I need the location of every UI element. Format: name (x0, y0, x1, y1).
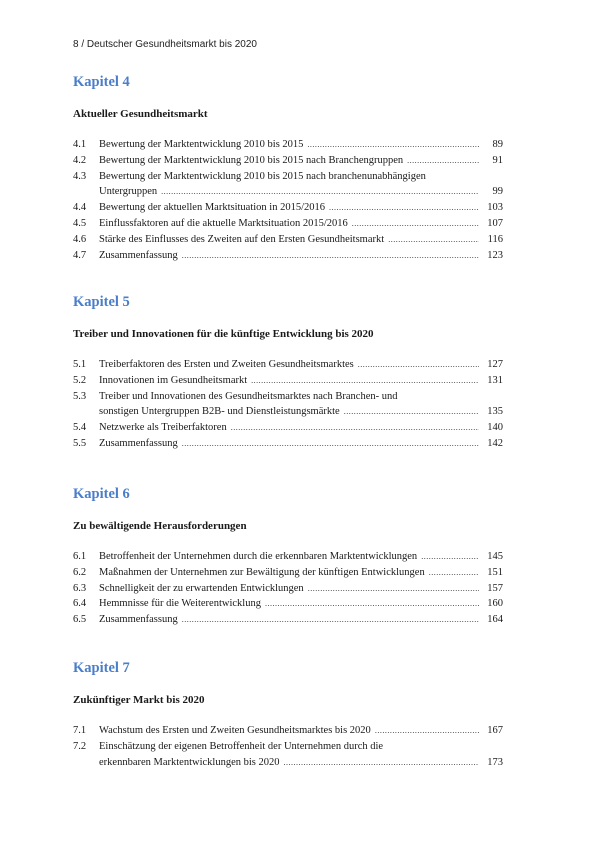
page-number: 123 (487, 249, 503, 261)
section-title-line (99, 389, 503, 405)
section-text (99, 420, 503, 436)
dot-leader (182, 436, 479, 452)
toc-entry[interactable] (73, 216, 503, 232)
toc-entry[interactable] (73, 200, 503, 216)
section-text (99, 565, 503, 581)
section-text (99, 389, 503, 421)
dot-leader (329, 200, 479, 216)
section-number: 6.3 (73, 582, 87, 594)
section-number: 4.7 (73, 249, 87, 261)
section-title: Innovationen im Gesundheitsmarkt (99, 374, 248, 386)
section-title: Zusammenfassung (99, 249, 178, 261)
section-title: Betroffenheit der Unternehmen durch die erkennbaren Marktentwicklungen (99, 551, 418, 562)
toc-entry[interactable] (73, 596, 503, 612)
section-title-line (99, 420, 503, 436)
section-text (99, 137, 503, 153)
section-number: 5.5 (73, 437, 87, 449)
section-title-line (99, 169, 503, 185)
toc-entry[interactable] (73, 357, 503, 373)
section-title: Treiberfaktoren des Ersten und Zweiten Gesundheitsmarktes (99, 359, 354, 370)
toc-entry[interactable] (73, 612, 503, 628)
section-number: 5.2 (73, 374, 87, 386)
chapter-subtitle: Zu bewältigende Herausforderungen (73, 520, 247, 532)
section-title: Bewertung der aktuellen Marktsituation in 2015/2016 (99, 202, 325, 214)
section-number: 6.1 (73, 551, 87, 562)
section-number: 5.1 (73, 359, 87, 370)
chapter-title[interactable]: Kapitel 4 (73, 74, 130, 90)
section-text (99, 232, 503, 248)
page-number: 173 (487, 756, 503, 768)
section-title-line (99, 404, 503, 420)
section-text (99, 596, 503, 612)
toc-entry[interactable] (73, 581, 503, 597)
section-title: Maßnahmen der Unternehmen zur Bewältigung der künftigen Entwicklungen (99, 566, 425, 578)
toc-entries (73, 549, 503, 628)
section-title: Treiber und Innovationen des Gesundheitsmarktes nach Branchen- und (99, 390, 398, 402)
section-title-line (99, 549, 503, 565)
section-title-line (99, 596, 503, 612)
section-title: Netzwerke als Treiberfaktoren (99, 422, 227, 434)
page-number: 103 (487, 202, 503, 214)
toc-entry[interactable] (73, 248, 503, 264)
page-number: 91 (492, 154, 503, 166)
section-title: Wachstum des Ersten und Zweiten Gesundheitsmarktes bis 2020 (99, 725, 371, 736)
section-title: Einschätzung der eigenen Betroffenheit der Unternehmen durch die (99, 740, 384, 752)
page-number: 142 (487, 437, 503, 449)
section-title: Bewertung der Marktentwicklung 2010 bis 2015 (99, 139, 304, 150)
section-title-line (99, 357, 503, 373)
toc-entry[interactable] (73, 373, 503, 389)
section-text (99, 581, 503, 597)
page-number: 145 (487, 551, 503, 562)
section-text (99, 153, 503, 169)
section-number: 6.2 (73, 566, 87, 578)
section-number: 5.4 (73, 422, 87, 434)
chapter-subtitle: Zukünftiger Markt bis 2020 (73, 694, 205, 706)
section-title-line (99, 739, 503, 755)
section-title-line (99, 248, 503, 264)
dot-leader (307, 137, 479, 153)
section-number: 7.2 (73, 740, 87, 752)
section-title-line (99, 216, 503, 232)
toc-entry[interactable] (73, 549, 503, 565)
toc-entries (73, 137, 503, 263)
page-number: 157 (487, 582, 503, 594)
toc-entry[interactable] (73, 137, 503, 153)
chapter-6 (73, 484, 503, 626)
toc-entry[interactable] (73, 153, 503, 169)
section-number: 4.5 (73, 217, 87, 229)
page-number: 160 (487, 598, 503, 610)
section-title-line (99, 200, 503, 216)
section-number: 4.3 (73, 170, 87, 182)
section-title: Zusammenfassung (99, 614, 178, 626)
page-number: 89 (492, 139, 503, 150)
chapter-subtitle: Aktueller Gesundheitsmarkt (73, 108, 208, 120)
section-text (99, 373, 503, 389)
section-title: Hemmnisse für die Weiterentwicklung (99, 598, 261, 610)
section-title-line (99, 153, 503, 169)
page-number: 140 (487, 422, 503, 434)
dot-leader (265, 596, 479, 612)
dot-leader (344, 404, 479, 420)
page-number: 135 (487, 406, 503, 418)
section-title-line (99, 232, 503, 248)
section-title: Untergruppen (99, 186, 158, 198)
section-text (99, 169, 503, 201)
toc-entry[interactable] (73, 436, 503, 452)
dot-leader (284, 755, 480, 771)
section-number: 5.3 (73, 390, 87, 402)
section-title-line (99, 565, 503, 581)
toc-entries (73, 723, 503, 770)
section-title-line (99, 137, 503, 153)
page-number: 116 (487, 233, 503, 245)
dot-leader (231, 420, 479, 436)
page-number: 107 (487, 217, 503, 229)
section-text (99, 436, 503, 452)
section-title-line (99, 612, 503, 628)
toc-entry[interactable] (73, 739, 503, 771)
dot-leader (308, 581, 479, 597)
section-text (99, 612, 503, 628)
section-number: 4.1 (73, 139, 87, 150)
section-text (99, 739, 503, 771)
dot-leader (182, 248, 479, 264)
section-title-line (99, 581, 503, 597)
dot-leader (429, 565, 479, 581)
chapter-title[interactable]: Kapitel 6 (73, 486, 130, 502)
section-number: 4.6 (73, 233, 87, 245)
section-title: Schnelligkeit der zu erwartenden Entwicklungen (99, 582, 304, 594)
section-title-line (99, 436, 503, 452)
toc-entry[interactable] (73, 169, 503, 201)
section-title: erkennbaren Marktentwicklungen bis 2020 (99, 756, 280, 768)
dot-leader (182, 612, 479, 628)
chapter-subtitle: Treiber und Innovationen für die künftige Entwicklung bis 2020 (73, 328, 374, 340)
page-number: 167 (487, 725, 503, 736)
section-text (99, 549, 503, 565)
section-title: Bewertung der Marktentwicklung 2010 bis 2015 nach branchenunabhängigen (99, 170, 426, 182)
section-number: 6.4 (73, 598, 87, 610)
toc-entry[interactable] (73, 723, 503, 739)
chapter-title[interactable]: Kapitel 5 (73, 294, 130, 310)
dot-leader (407, 153, 479, 169)
toc-entry[interactable] (73, 420, 503, 436)
page-number: 127 (487, 359, 503, 370)
section-title-line (99, 373, 503, 389)
section-title-line (99, 184, 503, 200)
section-title: Zusammenfassung (99, 437, 178, 449)
dot-leader (161, 184, 479, 200)
section-text (99, 357, 503, 373)
chapter-5 (73, 292, 503, 449)
section-number: 7.1 (73, 725, 87, 736)
page-number: 151 (487, 566, 503, 578)
toc-entry[interactable] (73, 232, 503, 248)
dot-leader (352, 216, 479, 232)
toc-entries (73, 357, 503, 452)
section-title-line (99, 755, 503, 771)
section-number: 4.4 (73, 202, 87, 214)
dot-leader (421, 549, 479, 565)
dot-leader (388, 232, 479, 248)
chapter-title[interactable]: Kapitel 7 (73, 660, 130, 676)
section-text (99, 248, 503, 264)
dot-leader (358, 357, 479, 373)
page-number: 131 (487, 374, 503, 386)
section-title: Einflussfaktoren auf die aktuelle Marktsituation 2015/2016 (99, 217, 348, 229)
section-title-line (99, 723, 503, 739)
page-number: 164 (487, 614, 503, 626)
dot-leader (251, 373, 479, 389)
toc-entry[interactable] (73, 565, 503, 581)
section-number: 4.2 (73, 154, 87, 166)
section-title: Stärke des Einflusses des Zweiten auf den Ersten Gesundheitsmarkt (99, 233, 385, 245)
section-title: Bewertung der Marktentwicklung 2010 bis 2015 nach Branchengruppen (99, 154, 404, 166)
section-title: sonstigen Untergruppen B2B- und Dienstleistungsmärkte (99, 406, 340, 418)
running-header: 8 / Deutscher Gesundheitsmarkt bis 2020 (73, 39, 257, 50)
chapter-4 (73, 72, 503, 261)
section-text (99, 216, 503, 232)
toc-entry[interactable] (73, 389, 503, 421)
page-number: 99 (492, 186, 503, 198)
section-text (99, 723, 503, 739)
dot-leader (375, 723, 479, 739)
chapter-7 (73, 658, 503, 768)
section-text (99, 200, 503, 216)
section-number: 6.5 (73, 614, 87, 626)
